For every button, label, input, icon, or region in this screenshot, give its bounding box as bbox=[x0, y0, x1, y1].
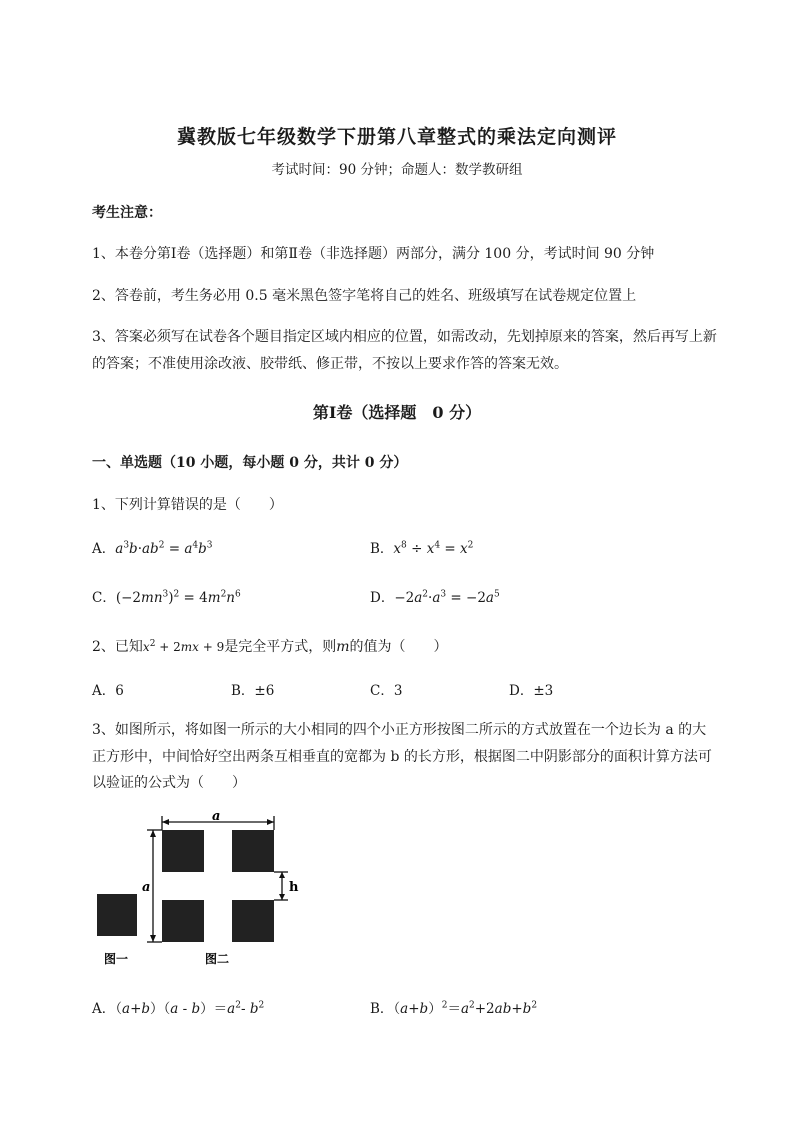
question-1-stem: 1、下列计算错误的是（ ） bbox=[92, 497, 283, 513]
q2-formula: $x^2 + 2mx + 9$ bbox=[142, 639, 225, 654]
q1-option-c bbox=[92, 586, 241, 606]
q1-option-b bbox=[370, 537, 473, 557]
notice-item-3-line-1: 3、答案必须写在试卷各个题目指定区域内相应的位置，如需改动，先划掉原来的答案，然后再写上新 bbox=[92, 329, 717, 345]
q2-option-d: D．±3 bbox=[509, 683, 554, 699]
question-3-line-3: 以验证的公式为（ ） bbox=[92, 775, 246, 791]
section-heading: 第Ⅰ卷（选择题 0 分） bbox=[312, 403, 482, 422]
q3-option-b-formula: $(a+b)^2=a^2+2ab+b^2$ bbox=[393, 1000, 538, 1017]
question-3-line-1: 3、如图所示，将如图一所示的大小相同的四个小正方形按图二所示的方式放置在一个边长为 a 的大 bbox=[92, 722, 707, 738]
q1-option-d bbox=[370, 586, 500, 606]
q2-stem-post: 是完全平方式，则 bbox=[224, 639, 337, 655]
q1-option-d-label: D． bbox=[370, 590, 395, 606]
q1-option-b-formula: $x^8 \div x^4 = x^2$ bbox=[393, 540, 474, 557]
q1-option-a bbox=[92, 537, 213, 557]
notice-item-2: 2、答卷前，考生务必用 0.5 毫米黑色签字笔将自己的姓名、班级填写在试卷规定位置上 bbox=[92, 288, 637, 304]
q3-option-a-label: A． bbox=[92, 1001, 116, 1017]
q3-option-b-label: B． bbox=[370, 1001, 394, 1017]
q1-option-d-formula: $-2a^2\cdot a^3 = -2a^5$ bbox=[394, 589, 500, 606]
notice-item-3-line-2: 的答案；不准使用涂改液、胶带纸、修正带，不按以上要求作答的答案无效。 bbox=[92, 356, 568, 372]
figure-label-a-top: a bbox=[212, 809, 221, 824]
q1-option-a-label: A． bbox=[92, 541, 116, 557]
q2-stem-pre: 2、已知 bbox=[92, 639, 143, 655]
q2-option-c: C．3 bbox=[370, 683, 403, 699]
q2-option-b: B．±6 bbox=[231, 683, 275, 699]
exam-info: 考试时间：90 分钟；命题人：数学教研组 bbox=[271, 162, 523, 178]
page-title: 冀教版七年级数学下册第八章整式的乘法定向测评 bbox=[176, 126, 617, 148]
q3-option-a bbox=[92, 997, 264, 1017]
figure-label-h: h bbox=[289, 880, 299, 895]
q1-option-a-formula: $a^3b\cdot ab^2 = a^4b^3$ bbox=[115, 540, 213, 557]
figure-label-a-left: a bbox=[142, 880, 151, 895]
question-3-line-2: 正方形中，中间恰好空出两条互相垂直的宽都为 b 的长方形，根据图二中阴影部分的面积计算方法可 bbox=[92, 749, 712, 765]
q2-stem-end: 的值为（ ） bbox=[349, 639, 448, 655]
notice-heading: 考生注意： bbox=[92, 205, 162, 221]
q1-option-c-formula: $(-2mn^3)^2 = 4m^2n^6$ bbox=[115, 589, 241, 606]
figure-two-horizontal-strip bbox=[162, 872, 274, 900]
figure-caption-2: 图二 bbox=[205, 952, 230, 966]
q3-figure bbox=[92, 808, 312, 973]
q3-option-a-formula: $(a+b)(a - b)=a^2-$ $b^2$ bbox=[115, 1000, 265, 1017]
q2-option-a: A．6 bbox=[92, 683, 124, 699]
q3-option-b bbox=[370, 997, 537, 1017]
figure-one-square bbox=[97, 894, 137, 936]
part-heading: 一、单选题（10 小题，每小题 0 分，共计 0 分） bbox=[92, 455, 408, 471]
question-2-stem bbox=[92, 636, 448, 656]
q2-stem-var: m bbox=[336, 639, 350, 655]
figure-caption-1: 图一 bbox=[104, 952, 129, 966]
notice-item-1: 1、本卷分第Ⅰ卷（选择题）和第Ⅱ卷（非选择题）两部分，满分 100 分，考试时间 90 分钟 bbox=[92, 246, 655, 262]
q1-option-b-label: B． bbox=[370, 541, 394, 557]
q1-option-c-label: C． bbox=[92, 590, 116, 606]
